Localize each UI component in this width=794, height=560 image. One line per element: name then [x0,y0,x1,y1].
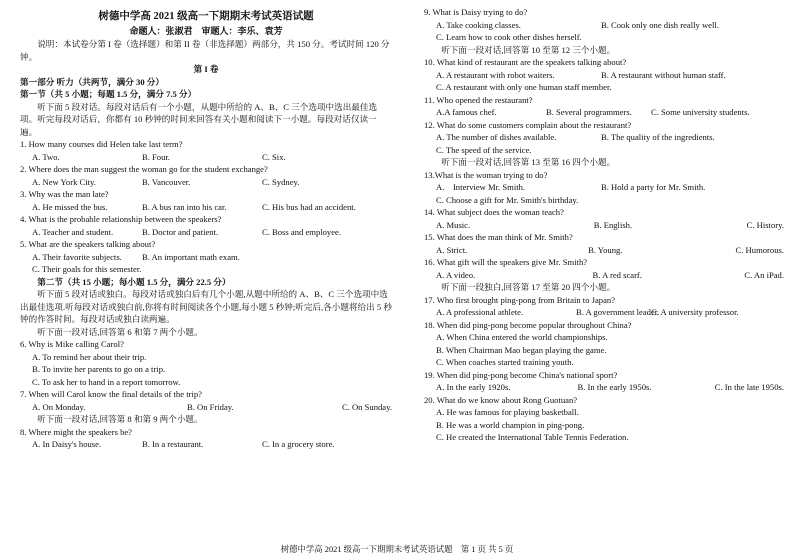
option-a: A. He missed the bus. [32,201,108,212]
section-title: 第一部分 听力（共两节，满分 30 分） [20,76,164,87]
option-c: C. Six. [262,151,286,162]
option-b: B. He was a world champion in ping-pong. [436,419,585,430]
option-c: C. History. [746,219,784,230]
option-c: C. Humorous. [735,244,784,255]
option-b: B. Vancouver. [142,176,191,187]
question-1-options [20,151,392,164]
option-a: A. He was famous for playing basketball. [436,407,579,417]
option-b: B. Doctor and patient. [142,226,219,237]
option-c: C. The speed of the service. [436,144,532,155]
option-c: C. Boss and employee. [262,226,342,237]
option-b: B. A restaurant without human staff. [601,69,726,80]
question-19: 19. When did ping-pong become China's national sport? [424,369,618,380]
question-2: 2. Where does the man suggest the woman go for the student exchange? [20,164,268,174]
question-1: 1. How many courses did Helen take last term? [20,139,183,149]
option-b: B. In the early 1950s. [577,382,652,392]
question-13: 13.What is the woman trying to do? [424,169,548,180]
option-b: B. Four. [142,151,170,162]
option-a: A. Two. [32,151,60,162]
exam-instructions: 说明：本试卷分第 I 卷（选择题）和第 II 卷（非选择题）两部分，共 150 分。考试时间 120 分钟。 [20,39,390,62]
option-b: B. The quality of the ingredients. [601,132,715,142]
subsection-1-instructions: 听下面 5 段对话。每段对话后有一个小题，从题中所给的 A、B、C 三个选项中选出最佳选项。听完每段对话后，你都有 10 秒钟的时间来回答有关小题和阅读下一小题。每段对话仅读一遍。 [20,101,378,137]
question-10: 10. What kind of restaurant are the speakers talking about? [424,57,627,67]
option-c: C. In the late 1950s. [714,382,784,392]
option-c: C. Learn how to cook other dishes herself. [436,32,582,42]
option-b: B. In a restaurant. [142,439,204,449]
option-c: C. A university professor. [651,307,739,317]
option-b: B. Several programmers. [546,107,632,117]
option-b: B. A bus ran into his car. [142,201,227,212]
question-12: 12. What do some customers complain about the restaurant? [424,119,632,130]
question-3: 3. Why was the man late? [20,189,109,199]
option-c: C. Choose a gift for Mr. Smith's birthday. [436,194,579,205]
option-b: B. Young. [588,244,623,255]
question-4-options [20,226,392,239]
option-c: C. A restaurant with only one human staff member. [436,82,612,92]
question-8: 8. Where might the speakers be? [20,426,132,437]
option-a: A. Interview Mr. Smith. [436,182,526,192]
question-10-options-ab [424,69,784,82]
question-16: 16. What gift will the speakers give Mr. Smith? [424,257,588,267]
option-a: A. Music. [436,219,471,230]
option-a: A. Teacher and student. [32,226,114,237]
question-15: 15. What does the man think of Mr. Smith? [424,232,573,242]
exam-title: 树德中学高 2021 级高一下期期末考试英语试题 [98,11,314,22]
question-15-options [424,244,784,257]
option-c: C. In a grocery store. [262,439,335,449]
question-7: 7. When will Carol know the final details of the trip? [20,389,202,399]
option-b: B. Hold a party for Mr. Smith. [601,182,706,192]
right-column [424,6,784,444]
question-3-options [20,201,392,214]
option-a: A. When China entered the world championships. [436,332,608,342]
option-a: A. Their favorite subjects. [32,251,122,262]
option-a: A.A famous chef. [436,107,497,117]
option-b: B. To invite her parents to go on a trip. [32,364,166,374]
listening-direction: 听下面一段对话,回答第 13 至第 16 四个小题。 [441,157,616,167]
subsection-2-instructions: 听下面 5 段对话或独白。每段对话或独白后有几个小题,从题中所给的 A、B、C 三个选项中选出最佳选项.听每段对话或独白前,你将有时间阅读各个小题,每小题 5 秒钟;听完后,各小题将给出 5 秒钟的作答时间。每段对话或独白读两遍。 [20,289,392,324]
question-14: 14. What subject does the woman teach? [424,207,564,217]
question-6: 6. Why is Mike calling Carol? [20,339,124,349]
question-5: 5. What are the speakers talking about? [20,239,156,249]
option-c: C. He created the International Table Tennis Federation. [436,432,629,442]
option-a: A. In Daisy's house. [32,439,102,449]
question-14-options [424,219,784,232]
option-a: A. New York City. [32,176,96,187]
question-13-options-ab [424,181,784,194]
option-c: C. Sydney. [262,176,300,187]
left-column [20,6,392,451]
question-17-options [424,306,784,319]
question-20: 20. What do we know about Rong Guotuan? [424,394,578,405]
subsection-1-title: 第一节（共 5 小题；每题 1.5 分，满分 7.5 分） [20,89,197,99]
question-17: 17. Who first brought ping-pong from Britain to Japan? [424,294,616,305]
option-c: C. When coaches started training youth. [436,357,574,367]
question-19-options [424,381,784,394]
option-b: B. English. [593,219,633,230]
listening-direction: 听下面一段对话,回答第 10 至第 12 三个小题。 [441,44,616,55]
option-c: C. His bus had an accident. [262,201,356,212]
subsection-2-title: 第二节（共 15 小题；每小题 1.5 分，满分 22.5 分） [37,276,231,287]
listening-direction: 听下面一段独白,回答第 17 至第 20 四个小题。 [441,282,616,292]
option-a: A. To remind her about their trip. [32,351,147,362]
option-a: A. In the early 1920s. [436,382,511,392]
option-c: C. An iPad. [744,269,784,280]
question-9: 9. What is Daisy trying to do? [424,7,528,17]
option-b: B. A government leader. [576,307,660,317]
option-a: A. On Monday. [32,401,86,412]
option-b: B. An important math exam. [142,251,240,262]
listening-direction: 听下面一段对话,回答第 8 和第 9 两个小题。 [37,414,203,424]
question-9-options-ab [424,19,784,32]
exam-authors: 命题人：张淑君 审题人：李乐、袁芳 [129,26,283,36]
option-a: A. A video. [436,269,476,280]
volume-heading: 第 I 卷 [193,64,219,74]
option-c: C. On Sunday. [341,401,392,412]
question-11-options [424,106,784,119]
question-16-options [424,269,784,282]
question-18: 18. When did ping-pong become popular throughout China? [424,319,632,330]
listening-direction: 听下面一段对话,回答第 6 和第 7 两个小题。 [37,326,203,337]
option-a: A. The number of dishes available. [436,132,557,142]
option-b: B. Cook only one dish really well. [601,19,719,30]
option-a: A. Strict. [436,244,468,255]
option-b: B. When Chairman Mao began playing the game. [436,344,607,355]
question-2-options [20,176,392,189]
option-a: A. A restaurant with robot waiters. [436,69,555,80]
page-footer: 树德中学高 2021 级高一下期期末考试英语试题 第 1 页 共 5 页 [280,544,514,554]
question-12-options-ab [424,131,784,144]
question-7-options [20,401,392,414]
option-c: C. Some university students. [651,107,750,117]
question-8-options [20,438,392,451]
option-a: A. A professional athlete. [436,307,524,317]
question-5-options-ab [20,251,392,264]
question-4: 4. What is the probable relationship between the speakers? [20,214,222,224]
option-b: B. A red scarf. [592,269,642,280]
option-c: C. To ask her to hand in a report tomorrow. [32,376,181,387]
option-c: C. Their goals for this semester. [32,264,142,274]
question-11: 11. Who opened the restaurant? [424,94,533,105]
option-a: A. Take cooking classes. [436,19,521,30]
option-b: B. On Friday. [186,401,234,412]
